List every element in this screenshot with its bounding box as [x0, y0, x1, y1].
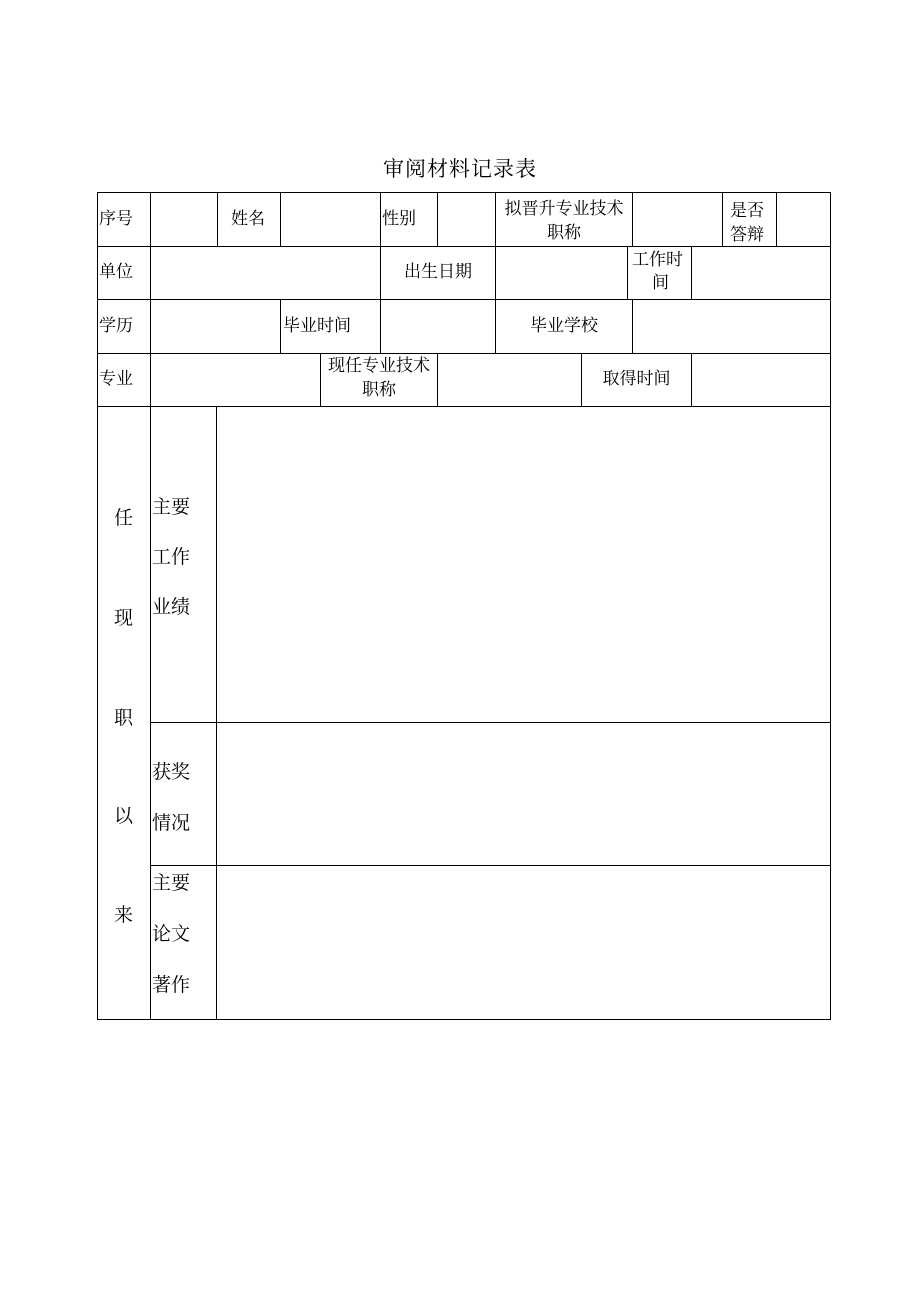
gender-label: 性别 — [382, 209, 416, 229]
work-achievements-content-cell[interactable] — [217, 407, 830, 722]
col-divider — [150, 406, 151, 1019]
seq-label: 序号 — [99, 209, 133, 229]
birth-date-value-cell[interactable] — [496, 247, 627, 299]
graduation-time-value-cell[interactable] — [381, 300, 495, 353]
target-title-label-line2: 职称 — [547, 223, 581, 243]
gender-value-cell[interactable] — [438, 193, 495, 246]
col-divider — [280, 299, 281, 353]
section-char: 职 — [114, 707, 134, 729]
work-achievements-label: 主要 — [152, 496, 191, 518]
education-value-cell[interactable] — [151, 300, 280, 353]
current-title-label-line2: 职称 — [362, 380, 396, 400]
col-divider — [380, 192, 381, 246]
col-divider — [627, 246, 628, 299]
awards-label: 情况 — [152, 812, 191, 834]
section-char: 来 — [114, 904, 134, 926]
work-achievements-label: 工作 — [152, 546, 191, 568]
papers-label: 著作 — [152, 974, 191, 996]
section-char: 任 — [114, 507, 134, 529]
work-time-value-cell[interactable] — [692, 247, 830, 299]
name-value-cell[interactable] — [281, 193, 380, 246]
awards-content-cell[interactable] — [217, 723, 830, 865]
current-title-value-cell[interactable] — [438, 354, 581, 406]
graduation-time-label: 毕业时间 — [283, 316, 351, 336]
graduation-school-label: 毕业学校 — [530, 316, 598, 336]
major-value-cell[interactable] — [151, 354, 320, 406]
col-divider — [217, 192, 218, 246]
obtained-time-label: 取得时间 — [602, 369, 671, 389]
graduation-school-value-cell[interactable] — [633, 300, 830, 353]
name-label: 姓名 — [231, 209, 265, 229]
table-border-right — [830, 192, 831, 1020]
section-char: 现 — [114, 607, 134, 629]
col-divider — [722, 192, 723, 246]
work-achievements-label: 业绩 — [152, 596, 191, 618]
birth-date-label: 出生日期 — [404, 262, 472, 282]
table-border-bottom — [97, 1019, 831, 1020]
work-time-label-line2: 间 — [652, 273, 669, 293]
page-title: 审阅材料记录表 — [383, 157, 537, 181]
current-title-label-line1: 现任专业技术 — [328, 356, 430, 376]
papers-content-cell[interactable] — [217, 866, 830, 1019]
table-border-left — [97, 192, 98, 1020]
defense-value-cell[interactable] — [777, 193, 830, 246]
unit-label: 单位 — [99, 262, 133, 282]
papers-label: 论文 — [152, 923, 191, 945]
major-label: 专业 — [99, 369, 133, 389]
defense-label-line2: 答辩 — [730, 225, 764, 245]
seq-value-cell[interactable] — [151, 193, 217, 246]
target-title-label-line1: 拟晋升专业技术 — [504, 199, 624, 219]
target-title-value-cell[interactable] — [633, 193, 722, 246]
obtained-time-value-cell[interactable] — [692, 354, 830, 406]
papers-label: 主要 — [152, 872, 191, 894]
work-time-label-line1: 工作时 — [632, 250, 683, 270]
unit-value-cell[interactable] — [151, 247, 380, 299]
awards-label: 获奖 — [152, 761, 191, 783]
defense-label-line1: 是否 — [730, 201, 764, 221]
education-label: 学历 — [99, 316, 133, 336]
section-char: 以 — [114, 805, 134, 827]
